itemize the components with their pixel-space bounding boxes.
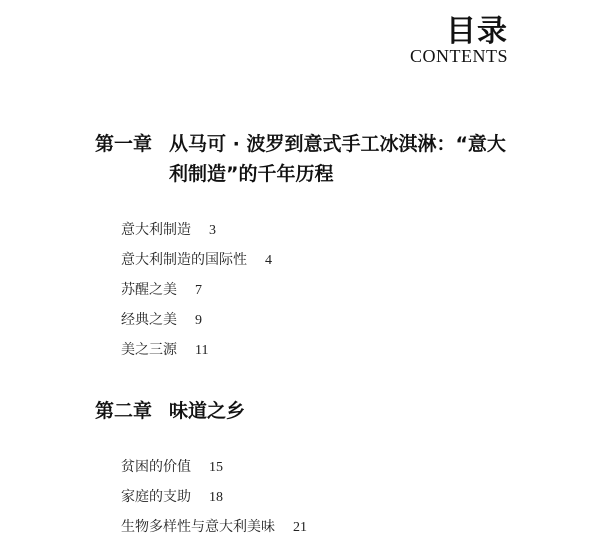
toc-entry-page: 7 bbox=[195, 283, 202, 298]
toc-entry[interactable] bbox=[121, 482, 307, 512]
toc-entry-title: 贫困的价值 bbox=[121, 459, 191, 475]
chapter-1-heading[interactable] bbox=[95, 130, 506, 188]
toc-entry-page: 21 bbox=[293, 520, 307, 535]
toc-title: 目录 bbox=[446, 14, 508, 49]
toc-entry-title: 意大利制造 bbox=[121, 222, 191, 238]
toc-entry-title: 苏醒之美 bbox=[121, 282, 177, 298]
toc-entry[interactable] bbox=[121, 452, 307, 482]
toc-header bbox=[410, 16, 508, 66]
toc-entry[interactable] bbox=[121, 215, 272, 245]
chapter-1-label: 第一章 bbox=[95, 133, 153, 155]
chapter-2-title-line1: 味道之乡 bbox=[169, 400, 246, 422]
toc-entry-title: 意大利制造的国际性 bbox=[121, 252, 247, 268]
toc-entry-title: 生物多样性与意大利美味 bbox=[121, 519, 275, 535]
toc-entry-page: 11 bbox=[195, 343, 209, 358]
toc-entry-title: 美之三源 bbox=[121, 342, 177, 358]
toc-subtitle: CONTENTS bbox=[410, 46, 508, 66]
toc-entry[interactable] bbox=[121, 335, 272, 365]
toc-entry[interactable] bbox=[121, 275, 272, 305]
toc-entry-page: 4 bbox=[265, 253, 272, 268]
toc-entry[interactable] bbox=[121, 245, 272, 275]
toc-entry-page: 3 bbox=[209, 223, 216, 238]
toc-entry-title: 家庭的支助 bbox=[121, 489, 191, 505]
toc-entry-title: 经典之美 bbox=[121, 312, 177, 328]
toc-entry-page: 15 bbox=[209, 460, 223, 475]
chapter-1-title-line1: 从马可 · 波罗到意式手工冰淇淋：“意大 bbox=[169, 133, 506, 155]
toc-entry[interactable] bbox=[121, 305, 272, 335]
chapter-2-heading[interactable] bbox=[95, 397, 245, 425]
chapter-1-entries bbox=[121, 215, 272, 365]
toc-entry-page: 9 bbox=[195, 313, 202, 328]
chapter-2-label: 第二章 bbox=[95, 400, 153, 422]
chapter-1-title-line2: 利制造”的千年历程 bbox=[169, 163, 334, 185]
toc-entry-page: 18 bbox=[209, 490, 223, 505]
chapter-2-entries bbox=[121, 452, 307, 542]
